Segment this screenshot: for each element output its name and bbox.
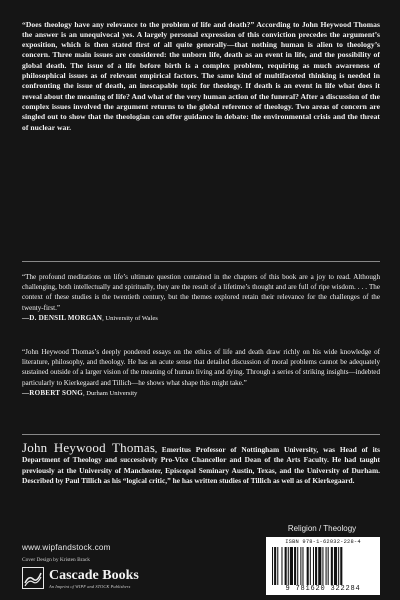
author-name: John Heywood Thomas — [22, 440, 156, 455]
endorsement-song — [22, 347, 380, 399]
barcode-bar — [313, 547, 314, 585]
barcode-bar — [302, 547, 303, 585]
cover-design-credit: Cover Design by Kristen Brack — [22, 557, 90, 563]
barcode-bar — [307, 547, 309, 585]
barcode-bar — [272, 547, 273, 585]
barcode-bar — [294, 547, 296, 585]
barcode-bar — [285, 547, 287, 585]
barcode-bar — [331, 547, 333, 585]
publisher-tagline: An Imprint of WIPF and STOCK Publishers — [49, 584, 131, 589]
author-bio — [22, 440, 380, 486]
cascade-logo-icon — [22, 567, 44, 589]
divider-top — [22, 261, 380, 262]
barcode-bar — [297, 547, 298, 585]
publisher-website: www.wipfandstock.com — [22, 543, 111, 552]
barcode-bar — [277, 547, 278, 585]
endorsement-text: “The profound meditations on life’s ultimate question contained in the chapters of this book are a joy to read. Although challenging, both intellectually and spiritually, they are the result of a lifetime’s thought and are full of ripe wisdom. . . . The context of these studies is the twentieth century, but the themes explored retain their relevance for the challenges of the twenty-first.” — [22, 273, 380, 312]
divider-bottom — [22, 434, 380, 435]
endorsement-attribution — [22, 313, 380, 324]
barcode-bar — [290, 547, 293, 585]
category-label: Religion / Theology — [287, 524, 357, 533]
barcode-bar — [328, 547, 329, 585]
book-description: “Does theology have any relevance to the problem of life and death?” According to John Heywood Thomas the answer is an unequivocal yes. A largely personal expression of this conviction precedes the argument’s exposition, which is then stated first of all quite generally—that nothing human is alien to theology’s concern. Three main issues are considered: the unborn life, death as an event in life, and the possibility of global death. The issue of a life before birth is a complex problem, requiring as much awareness of philosophical issues as of relevant empirical factors. The same kind of multifaceted thinking is needed in confronting the issue of death, an inescapable topic for theology. If death is an event in life what does it reveal about the meaning of life? And what of the very human action of the funeral? After a discussion of the complex issues involved the argument returns to the global reference of theology. Two areas of concern are singled out to show that the theologian can offer guidance in debate: the environmental crisis and the threat of nuclear war. — [22, 19, 380, 132]
barcode-digits: 9 781620 322284 — [285, 585, 361, 593]
barcode-bar — [318, 547, 321, 585]
barcode-bar — [315, 547, 317, 585]
endorser-name: —D. DENSIL MORGAN — [22, 313, 103, 322]
barcode-bar — [338, 547, 339, 585]
endorser-name: —ROBERT SONG — [22, 388, 83, 397]
endorsement-attribution — [22, 388, 380, 399]
endorsement-text: “John Heywood Thomas’s deeply pondered essays on the ethics of life and death draw richly on his wide knowledge of literature, philosophy, and theology. He has an acute sense that detailed discussion of moral problems cannot be adequately sustained outside of a larger vision of the meaning of human living and dying. Through a series of striking insights—indebted particularly to Kierkegaard and Tillich—he shows what shape this might take.” — [22, 348, 380, 387]
barcode-bar — [326, 547, 327, 585]
barcode-bars — [272, 547, 374, 585]
barcode-bar — [334, 547, 337, 585]
barcode-bar — [322, 547, 323, 585]
publisher-logo — [22, 566, 172, 592]
publisher-name: Cascade Books — [49, 568, 139, 583]
barcode-bar — [340, 547, 342, 585]
endorser-affiliation: , University of Wales — [102, 314, 158, 322]
barcode-bar — [288, 547, 289, 585]
barcode-bar — [300, 547, 301, 585]
barcode-bar — [274, 547, 276, 585]
barcode — [266, 537, 380, 595]
endorser-affiliation: , Durham University — [82, 389, 138, 397]
barcode-bar — [310, 547, 311, 585]
author-bio-text: , Emeritus Professor of Nottingham University, was Head of its Department of Theology and successively Pro-Vice Chancellor and Dean of the Arts Faculty. He had taught previously at the University of Manchester, Episcopal Seminary Austin, Texas, and the University of Durham. Described by Paul Tillich as his “logical critic,” he has written studies of Tillich as well as of Kierkegaard. — [22, 445, 380, 485]
isbn-text: ISBN 978-1-62032-228-4 — [285, 539, 361, 545]
barcode-bar — [281, 547, 282, 585]
endorsement-morgan — [22, 272, 380, 324]
